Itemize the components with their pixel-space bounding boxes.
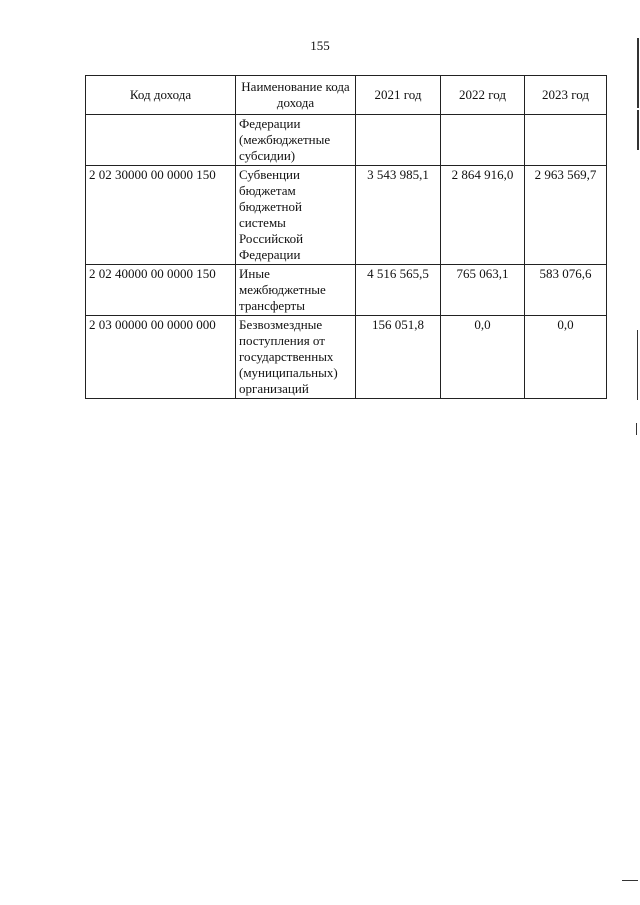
value-2022-cell: 2 864 916,0: [441, 166, 525, 265]
value-2023-cell: 2 963 569,7: [525, 166, 607, 265]
income-code-cell: 2 02 40000 00 0000 150: [86, 265, 236, 316]
header-income-code: Код дохода: [86, 76, 236, 115]
table-row: [86, 265, 607, 316]
income-code-cell: 2 03 00000 00 0000 000: [86, 316, 236, 399]
value-2022-cell: 765 063,1: [441, 265, 525, 316]
scan-artifact: [636, 423, 637, 435]
value-2022-cell: [441, 115, 525, 166]
income-name-cell: Иные межбюджетные трансферты: [236, 265, 356, 316]
income-code-cell: 2 02 30000 00 0000 150: [86, 166, 236, 265]
header-year-2022: 2022 год: [441, 76, 525, 115]
value-2023-cell: 0,0: [525, 316, 607, 399]
table-row: [86, 166, 607, 265]
income-name-cell: Безвозмездные поступления от государственных (муниципальных) организаций: [236, 316, 356, 399]
value-2021-cell: 3 543 985,1: [356, 166, 441, 265]
table-row: [86, 316, 607, 399]
value-2022-cell: 0,0: [441, 316, 525, 399]
value-2021-cell: 156 051,8: [356, 316, 441, 399]
income-code-cell: [86, 115, 236, 166]
value-2021-cell: [356, 115, 441, 166]
income-name-cell: Федерации (межбюджетные субсидии): [236, 115, 356, 166]
scan-artifact: [637, 330, 638, 400]
income-name-cell: Субвенции бюджетам бюджетной системы Российской Федерации: [236, 166, 356, 265]
value-2023-cell: [525, 115, 607, 166]
header-year-2023: 2023 год: [525, 76, 607, 115]
income-table: [85, 75, 607, 399]
table-header-row: [86, 76, 607, 115]
header-year-2021: 2021 год: [356, 76, 441, 115]
scan-artifact: [637, 110, 639, 150]
scan-artifact: [637, 38, 639, 108]
header-income-name: Наименование кода дохода: [236, 76, 356, 115]
value-2023-cell: 583 076,6: [525, 265, 607, 316]
scan-artifact: [622, 880, 638, 881]
page-number: 155: [310, 38, 330, 53]
table-row: [86, 115, 607, 166]
value-2021-cell: 4 516 565,5: [356, 265, 441, 316]
